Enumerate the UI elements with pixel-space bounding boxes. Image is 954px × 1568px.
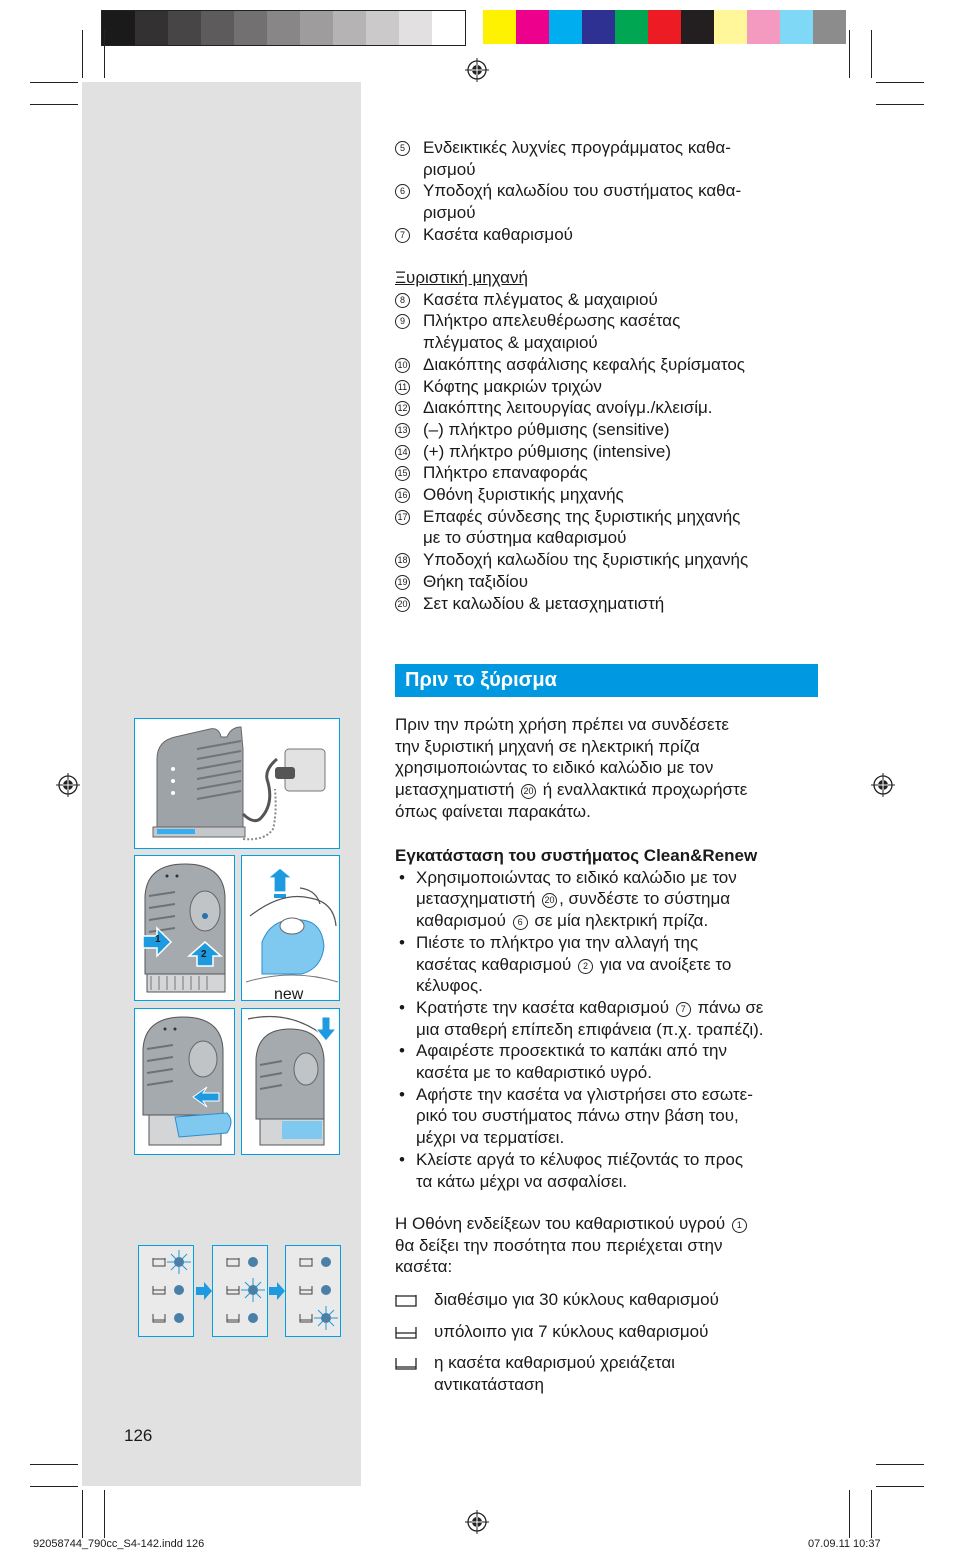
intro-line: όπως φαίνεται παρακάτω. <box>395 801 591 821</box>
ref-number: 20 <box>521 784 536 799</box>
ref-number: 2 <box>578 959 593 974</box>
level-row-low: υπόλοιπο για 7 κύκλους καθαρισμού <box>395 1321 825 1343</box>
intro-paragraph <box>395 714 825 823</box>
shaver-title: Ξυριστική μηχανή <box>395 268 528 287</box>
color-swatch <box>102 11 135 45</box>
crop-mark <box>104 30 105 78</box>
ref-number: 14 <box>395 445 410 460</box>
display-paragraph: Η Οθόνη ενδείξεων του καθαριστικού υγρού 1 θα δείξει την ποσότητα που περιέχεται στην κασέτα: <box>395 1213 825 1278</box>
registration-mark-icon <box>871 773 895 797</box>
color-swatch <box>681 10 714 44</box>
ref-number: 7 <box>395 228 410 243</box>
parts-list-item: 20 Σετ καλωδίου & μετασχηματιστή <box>395 593 825 615</box>
ref-number: 6 <box>395 184 410 199</box>
empty-level-icon <box>395 1356 417 1370</box>
ref-number: 19 <box>395 575 410 590</box>
ref-number: 10 <box>395 358 410 373</box>
figure-insert-cartridge <box>134 1008 235 1155</box>
parts-list-item: 11 Κόφτης μακριών τριχών <box>395 376 825 398</box>
ref-number: 17 <box>395 510 410 525</box>
crop-mark <box>30 104 78 105</box>
level-row-full: διαθέσιμο για 30 κύκλους καθαρισμού <box>395 1289 825 1311</box>
install-title: Εγκατάσταση του συστήματος Clean&Renew <box>395 846 758 865</box>
figure-close-housing <box>241 1008 340 1155</box>
arrow-step-label: 2 <box>201 949 207 960</box>
low-level-icon <box>395 1325 417 1339</box>
parts-list-item: 12 Διακόπτης λειτουργίας ανοίγμ./κλεισίμ. <box>395 397 825 419</box>
crop-mark <box>82 1490 83 1538</box>
parts-list-item: 17 Επαφές σύνδεσης της ξυριστικής μηχανής με το σύστημα καθαρισμού <box>395 506 825 549</box>
ref-number: 18 <box>395 553 410 568</box>
color-swatch <box>516 10 549 44</box>
crop-mark <box>849 30 850 78</box>
full-level-icon <box>395 1293 417 1307</box>
crop-mark <box>30 82 78 83</box>
crop-mark <box>871 30 872 78</box>
new-label: new <box>274 986 304 1001</box>
ref-number: 13 <box>395 423 410 438</box>
color-swatch <box>300 11 333 45</box>
ref-number: 7 <box>676 1002 691 1017</box>
bullet-item: • Πιέστε το πλήκτρο για την αλλαγή της κασέτας καθαρισμού 2 για να ανοίξετε το κέλυφος. <box>399 932 732 996</box>
footer-filename: 92058744_790cc_S4-142.indd 126 <box>33 1538 205 1550</box>
color-swatch <box>648 10 681 44</box>
level-indicator-list <box>395 1289 825 1396</box>
crop-mark <box>876 82 924 83</box>
registration-mark-icon <box>465 58 489 82</box>
parts-list-b <box>395 289 825 615</box>
ref-number: 5 <box>395 141 410 156</box>
parts-list-item: 10 Διακόπτης ασφάλισης κεφαλής ξυρίσματος <box>395 354 825 376</box>
color-swatch <box>168 11 201 45</box>
parts-list-item: 9 Πλήκτρο απελευθέρωσης κασέτας πλέγματος & μαχαιριού <box>395 310 825 353</box>
arrow-step-label: 1 <box>155 934 161 945</box>
parts-list-item: 16 Οθόνη ξυριστικής μηχανής <box>395 484 825 506</box>
lamp-display-empty <box>285 1245 341 1337</box>
crop-mark <box>876 1486 924 1487</box>
section-heading: Πριν το ξύρισμα <box>395 664 818 697</box>
lamp-display-full <box>138 1245 194 1337</box>
bullet-item: • Χρησιμοποιώντας το ειδικό καλώδιο με τον μετασχηματιστή 20 , συνδέστε το σύστημα καθαρισμού 6 σε μία ηλεκτρική πρίζα. <box>399 867 737 931</box>
parts-list-item: 8 Κασέτα πλέγματος & μαχαιριού <box>395 289 825 311</box>
ref-number: 11 <box>395 380 410 395</box>
page-number: 126 <box>124 1426 153 1445</box>
crop-mark <box>849 1490 850 1538</box>
intro-line: Πριν την πρώτη χρήση πρέπει να συνδέσετε <box>395 715 729 734</box>
ref-number: 1 <box>732 1218 747 1233</box>
color-swatch <box>267 11 300 45</box>
color-swatch <box>582 10 615 44</box>
color-swatch <box>780 10 813 44</box>
color-swatch <box>549 10 582 44</box>
color-swatch <box>483 10 516 44</box>
ref-number: 12 <box>395 401 410 416</box>
color-swatch <box>747 10 780 44</box>
bullet-item: • Αφαιρέστε προσεκτικά το καπάκι από την κασέτα με το καθαριστικό υγρό. <box>399 1041 727 1083</box>
level-row-empty: η κασέτα καθαρισμού χρειάζεται αντικατάσταση <box>395 1352 825 1395</box>
ref-number: 16 <box>395 488 410 503</box>
figure-cleaning-station-plug <box>134 718 340 849</box>
registration-mark-icon <box>465 1510 489 1534</box>
parts-list-item: 18 Υποδοχή καλωδίου της ξυριστικής μηχανής <box>395 549 825 571</box>
parts-list-item: 6 Υποδοχή καλωδίου του συστήματος καθα- ρισμού <box>395 180 825 223</box>
parts-list-item: 15 Πλήκτρο επαναφοράς <box>395 462 825 484</box>
crop-mark <box>876 1464 924 1465</box>
lamp-display-low <box>212 1245 268 1337</box>
crop-mark <box>30 1464 78 1465</box>
crop-mark <box>82 30 83 78</box>
color-swatch <box>135 11 168 45</box>
ref-number: 15 <box>395 466 410 481</box>
color-swatch <box>234 11 267 45</box>
color-swatch <box>432 11 465 45</box>
color-swatch <box>813 10 846 44</box>
install-section <box>395 845 825 1192</box>
ref-number: 20 <box>395 597 410 612</box>
parts-list-item: 14 (+) πλήκτρο ρύθμισης (intensive) <box>395 441 825 463</box>
parts-list-a <box>395 137 825 246</box>
footer-date: 07.09.11 10:37 <box>808 1538 881 1550</box>
color-swatch <box>615 10 648 44</box>
gray-calibration-bar <box>101 10 466 46</box>
color-swatch <box>201 11 234 45</box>
intro-line: μετασχηματιστή 20 ή εναλλακτικά προχωρήστε <box>395 780 748 800</box>
crop-mark <box>871 1490 872 1538</box>
parts-list-item: 19 Θήκη ταξιδίου <box>395 571 825 593</box>
bullet-item: • Αφήστε την κασέτα να γλιστρήσει στο εσωτε- ρικό του συστήματος πάνω στην βάση του, μέχρι να τερματίσει. <box>399 1084 753 1148</box>
color-swatch <box>366 11 399 45</box>
color-swatch <box>399 11 432 45</box>
bullet-item: • Κρατήστε την κασέτα καθαρισμού 7 πάνω σε μια σταθερή επίπεδη επιφάνεια (π.χ. τραπέζι). <box>399 997 764 1039</box>
intro-line: χρησιμοποιώντας το ειδικό καλώδιο με τον <box>395 758 714 778</box>
registration-mark-icon <box>56 773 80 797</box>
arrow-right-icon <box>269 1282 285 1300</box>
figure-remove-cap <box>241 855 340 1001</box>
ref-number: 8 <box>395 293 410 308</box>
color-calibration-bar <box>483 10 846 44</box>
crop-mark <box>104 1490 105 1538</box>
parts-list-item: 7 Κασέτα καθαρισμού <box>395 224 825 246</box>
color-swatch <box>714 10 747 44</box>
parts-list-b-section <box>395 267 825 614</box>
ref-number: 9 <box>395 314 410 329</box>
color-swatch <box>333 11 366 45</box>
bullet-item: • Κλείστε αργά το κέλυφος πιέζοντάς το προς τα κάτω μέχρι να ασφαλίσει. <box>399 1149 744 1191</box>
ref-number: 20 <box>542 893 557 908</box>
figure-open-housing <box>134 855 235 1001</box>
arrow-right-icon <box>196 1282 212 1300</box>
parts-list-item: 5 Ενδεικτικές λυχνίες προγράμματος καθα- ρισμού <box>395 137 825 180</box>
parts-list-item: 13 (–) πλήκτρο ρύθμισης (sensitive) <box>395 419 825 441</box>
crop-mark <box>876 104 924 105</box>
ref-number: 6 <box>513 915 528 930</box>
intro-line: την ξυριστική μηχανή σε ηλεκτρική πρίζα <box>395 736 700 756</box>
crop-mark <box>30 1486 78 1487</box>
